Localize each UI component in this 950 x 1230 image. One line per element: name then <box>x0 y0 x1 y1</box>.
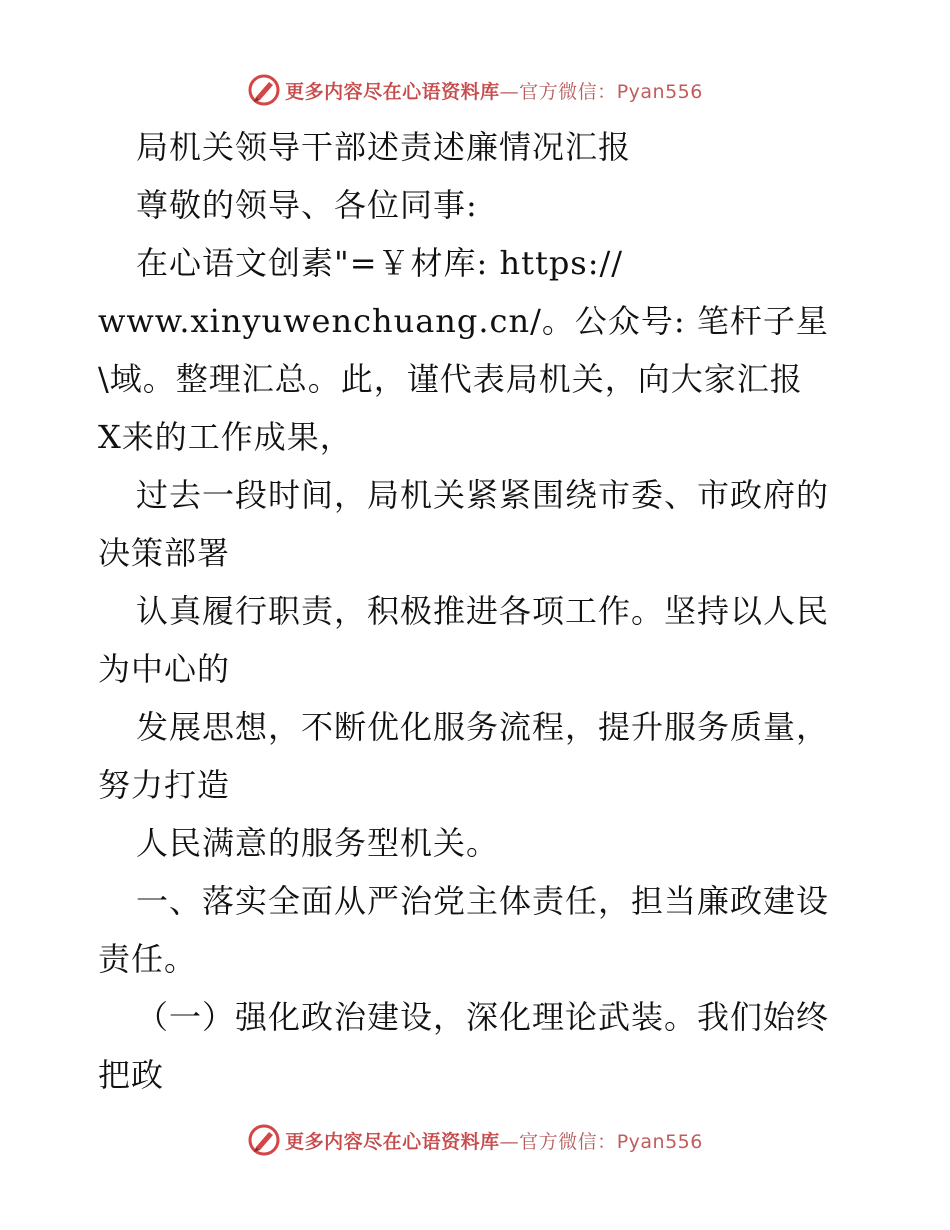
text-line: \域。整理汇总。此，谨代表局机关，向大家汇报 <box>98 360 803 398</box>
banner-main-text: 更多内容尽在心语资料库 <box>285 80 500 103</box>
text-line: 尊敬的领导、各位同事: <box>136 186 478 224</box>
text-line: 认真履行职责，积极推进各项工作。坚持以人民 <box>136 592 830 630</box>
banner-dash: — <box>499 80 520 103</box>
pen-logo-icon <box>247 1123 281 1157</box>
text-line: 在心语文创素"=￥材库: https:// <box>136 244 624 282</box>
banner-wechat-id: Pyan556 <box>616 1130 703 1153</box>
footer-banner <box>0 1120 950 1160</box>
banner-dash: — <box>499 1130 520 1153</box>
text-line: 发展思想，不断优化服务流程，提升服务质量， <box>136 708 830 746</box>
text-line: 局机关领导干部述责述廉情况汇报 <box>136 128 632 166</box>
pen-logo-icon <box>247 73 281 107</box>
text-line: （一）强化政治建设，深化理论武装。我们始终 <box>136 998 830 1036</box>
text-line: 决策部署 <box>98 534 231 572</box>
header-banner <box>0 70 950 110</box>
text-line: 努力打造 <box>98 766 231 804</box>
banner-official-label: 官方微信： <box>519 80 617 103</box>
text-line: 一、落实全面从严治党主体责任，担当廉政建设 <box>136 882 830 920</box>
document-body <box>98 118 858 1104</box>
text-line: 为中心的 <box>98 650 231 688</box>
text-line: 人民满意的服务型机关。 <box>136 824 500 862</box>
banner-text <box>285 1127 703 1154</box>
text-line: 把政 <box>98 1056 165 1094</box>
text-line: X来的工作成果， <box>98 418 353 456</box>
banner-wechat-id: Pyan556 <box>616 80 703 103</box>
banner-main-text: 更多内容尽在心语资料库 <box>285 1130 500 1153</box>
text-line: 责任。 <box>98 940 198 978</box>
text-line: www.xinyuwenchuang.cn/。公众号: 笔杆子星 <box>98 302 829 340</box>
banner-text <box>285 77 703 104</box>
banner-official-label: 官方微信： <box>519 1130 617 1153</box>
text-line: 过去一段时间，局机关紧紧围绕市委、市政府的 <box>136 476 830 514</box>
